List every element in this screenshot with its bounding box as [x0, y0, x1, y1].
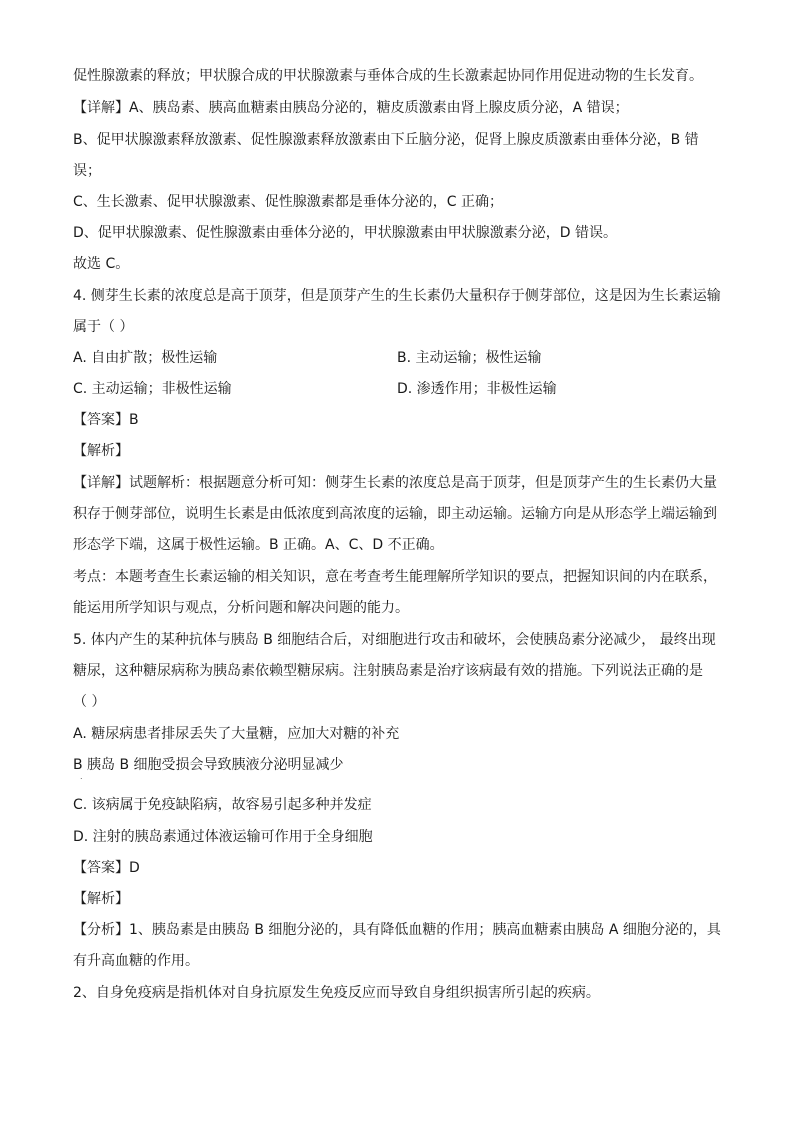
q4-option-d: D. 渗透作用；非极性运输	[397, 381, 557, 397]
prev-detail-line-1: 【详解】A、胰岛素、胰高血糖素由胰岛分泌的，糖皮质激素由肾上腺皮质分泌，A 错误；	[73, 100, 629, 116]
prev-conclusion: 故选 C。	[73, 256, 130, 272]
stray-dot-mark: .	[80, 772, 83, 781]
q5-stem-line-3: （ ）	[73, 694, 106, 710]
prev-answer-line-1: 促性腺激素的释放；甲状腺合成的甲状腺激素与垂体合成的生长激素起协同作用促进动物的生长发育。	[73, 68, 703, 84]
q5-stem-line-2: 糖尿，这种糖尿病称为胰岛素依赖型糖尿病。注射胰岛素是治疗该病最有效的措施。下列说法正确的是	[73, 663, 703, 679]
q5-option-d: D. 注射的胰岛素通过体液运输可作用于全身细胞	[73, 829, 373, 845]
prev-detail-line-3: 误；	[73, 163, 101, 179]
q5-option-b: B 胰岛 B 细胞受损会导致胰液分泌明显减少	[73, 757, 344, 773]
q5-answer: 【答案】D	[73, 860, 140, 876]
q4-stem-line-2: 属于（ ）	[73, 319, 134, 335]
q4-detail-line-1: 【详解】试题解析：根据题意分析可知：侧芽生长素的浓度总是高于顶芽，但是顶芽产生的生长素仍大量	[73, 475, 717, 491]
q4-detail-line-2: 积存于侧芽部位，说明生长素是由低浓度到高浓度的运输，即主动运输。运输方向是从形态学上端运输到	[73, 506, 717, 522]
q5-analysis-heading: 【解析】	[73, 891, 129, 907]
q4-detail-line-3: 形态学下端，这属于极性运输。B 正确。A、C、D 不正确。	[73, 537, 444, 553]
q5-option-a: A. 糖尿病患者排尿丢失了大量糖，应加大对糖的补充	[73, 726, 400, 742]
prev-detail-line-4: C、生长激素、促甲状腺激素、促性腺激素都是垂体分泌的，C 正确；	[73, 194, 503, 210]
q4-testpoint-line-1: 考点：本题考查生长素运输的相关知识，意在考查考生能理解所学知识的要点，把握知识间的内在联系，	[73, 569, 717, 585]
q4-answer: 【答案】B	[73, 412, 139, 428]
q5-analysis-line-2: 有升高血糖的作用。	[73, 953, 199, 969]
q4-option-c: C. 主动运输；非极性运输	[73, 381, 232, 397]
q5-option-c: C. 该病属于免疫缺陷病，故容易引起多种并发症	[73, 797, 372, 813]
q5-analysis-line-1: 【分析】1、胰岛素是由胰岛 B 细胞分泌的，具有降低血糖的作用；胰高血糖素由胰岛 A 细胞分泌的，具	[73, 922, 721, 938]
q4-option-b: B. 主动运输；极性运输	[397, 350, 542, 366]
q5-analysis-line-3: 2、自身免疫病是指机体对自身抗原发生免疫反应而导致自身组织损害所引起的疾病。	[73, 985, 600, 1001]
prev-detail-line-2: B、促甲状腺激素释放激素、促性腺激素释放激素由下丘脑分泌，促肾上腺皮质激素由垂体分泌，B 错	[73, 132, 699, 148]
prev-detail-line-5: D、促甲状腺激素、促性腺激素由垂体分泌的，甲状腺激素由甲状腺激素分泌，D 错误。	[73, 225, 618, 241]
q4-stem-line-1: 4. 侧芽生长素的浓度总是高于顶芽，但是顶芽产生的生长素仍大量积存于侧芽部位，这是因为生长素运输	[73, 288, 721, 304]
q4-analysis-heading: 【解析】	[73, 443, 129, 459]
q4-option-a: A. 自由扩散；极性运输	[73, 350, 218, 366]
q4-testpoint-line-2: 能运用所学知识与观点，分析问题和解决问题的能力。	[73, 600, 409, 616]
q5-stem-line-1: 5. 体内产生的某种抗体与胰岛 B 细胞结合后，对细胞进行攻击和破坏，会使胰岛素分泌减少， 最终出现	[73, 632, 716, 648]
